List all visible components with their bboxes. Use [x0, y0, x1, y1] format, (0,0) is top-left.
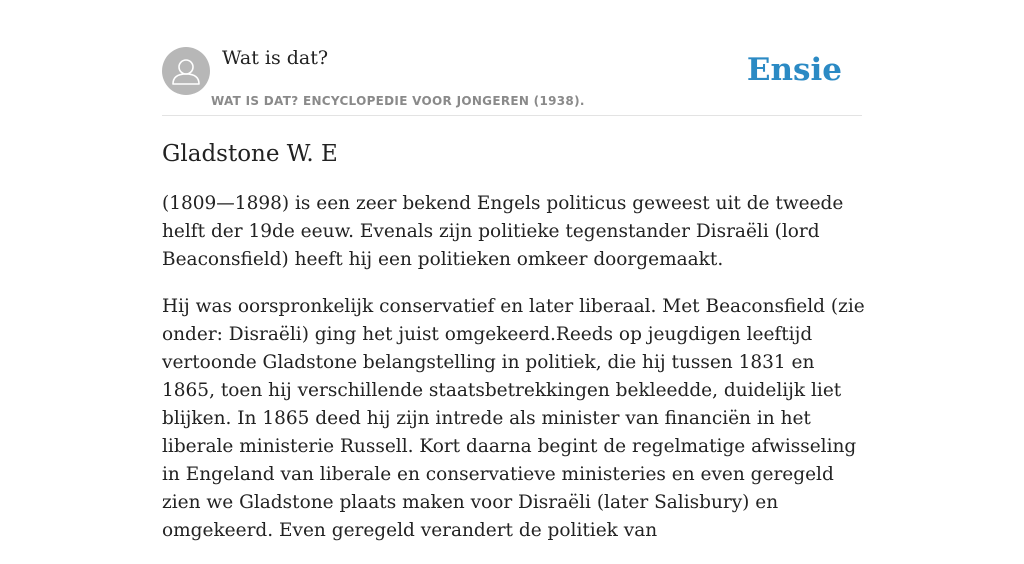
source-title-link[interactable]: Wat is dat? [222, 47, 329, 69]
source-avatar[interactable] [162, 47, 210, 95]
source-header [162, 46, 862, 116]
user-icon [162, 47, 210, 95]
article-title: Gladstone W. E [162, 141, 338, 167]
article-paragraph: Hij was oorspronkelijk conservatief en later liberaal. Met Beaconsfield (zie onder: Disraëli) ging het juist omgekeerd.Reeds op jeugdigen leeftijd vertoonde Gladstone belangstelling in politiek, die hij tussen 1831 en 1865, toen hij verschillende staatsbetrekkingen bekleedde, duidelijk liet blijken. In 1865 deed hij zijn intrede als minister van financiën in het liberale ministerie Russell. Kort daarna begint de regelmatige afwisseling in Engeland van liberale en conservatieve ministeries en even geregeld zien we Gladstone plaats maken voor Disraëli (later Salisbury) en omgekeerd. Even geregeld verandert de politiek van [162, 296, 865, 541]
ensie-logo[interactable]: Ensie [746, 52, 842, 88]
article [162, 138, 867, 564]
article-paragraph: (1809—1898) is een zeer bekend Engels politicus geweest uit de tweede helft der 19de eeuw. Evenals zijn politieke tegenstander Disraëli (lord Beaconsfield) heeft hij een politieken omkeer doorgemaakt. [162, 193, 844, 270]
source-subtitle[interactable]: WAT IS DAT? ENCYCLOPEDIE VOOR JONGEREN (1938). [211, 94, 585, 108]
